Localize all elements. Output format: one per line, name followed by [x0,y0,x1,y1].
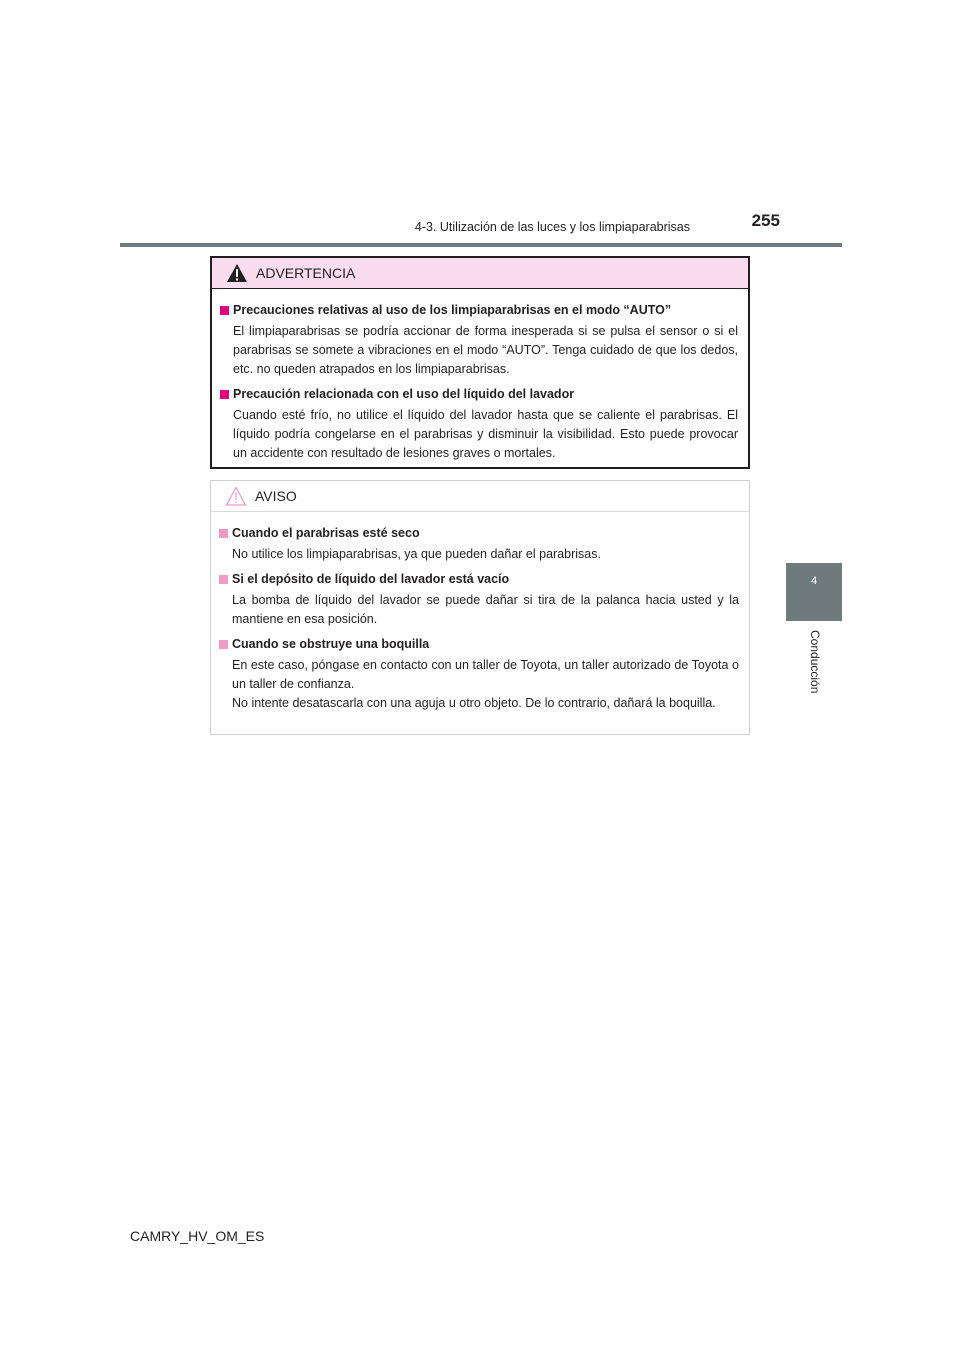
notice-item-title: Cuando se obstruye una boquilla [232,637,430,651]
square-bullet-icon [220,306,229,315]
notice-item-text: En este caso, póngase en contacto con un taller de Toyota, un taller autorizado de Toyota o un taller de confianza. [232,658,739,691]
warning-item-text: El limpiaparabrisas se podría accionar de forma inesperada si se pulsa el sensor o si el parabrisas se somete a vibraciones en el modo “AUTO”. Tenga cuidado de que los dedos, etc. no queden atrapados en los limpiaparabrisas. [233,324,738,376]
notice-item-text: No utilice los limpiaparabrisas, ya que pueden dañar el parabrisas. [232,547,601,561]
document-code: CAMRY_HV_OM_ES [130,1228,265,1244]
notice-item-text: La bomba de líquido del lavador se puede dañar si tira de la palanca hacia usted y la mantiene en esa posición. [232,593,739,626]
section-title: 4-3. Utilización de las luces y los limpiaparabrisas [414,220,690,234]
notice-item-title: Cuando el parabrisas esté seco [232,526,420,540]
square-bullet-icon [219,640,228,649]
warning-triangle-icon [226,263,248,283]
chapter-tab [786,563,842,621]
notice-body [211,512,749,713]
notice-header [211,481,749,512]
notice-title: AVISO [255,488,297,504]
notice-item-title: Si el depósito de líquido del lavador está vacío [232,572,510,586]
warning-box [210,256,750,469]
notice-item-text: No intente desatascarla con una aguja u otro objeto. De lo contrario, dañará la boquilla. [232,696,716,710]
square-bullet-icon [220,390,229,399]
warning-title: ADVERTENCIA [256,265,356,281]
warning-item-text: Cuando esté frío, no utilice el líquido del lavador hasta que se caliente el parabrisas. El líquido podría congelarse en el parabrisas y disminuir la visibilidad. Esto puede provocar un accidente con resultado de lesiones graves o mortales. [233,408,738,460]
notice-item [219,570,739,629]
square-bullet-icon [219,575,228,584]
caution-triangle-icon [225,486,247,506]
warning-item [220,385,738,463]
warning-item [220,301,738,379]
header-divider [120,243,842,247]
warning-item-title: Precaución relacionada con el uso del líquido del lavador [233,387,575,401]
square-bullet-icon [219,529,228,538]
warning-item-title: Precauciones relativas al uso de los limpiaparabrisas en el modo “AUTO” [233,303,672,317]
warning-header [212,258,748,289]
page-number: 255 [751,211,780,230]
chapter-number: 4 [810,575,818,587]
notice-box [210,480,750,735]
chapter-label: Conducción [808,630,822,694]
notice-item [219,524,739,564]
warning-body [212,289,748,463]
notice-item [219,635,739,713]
